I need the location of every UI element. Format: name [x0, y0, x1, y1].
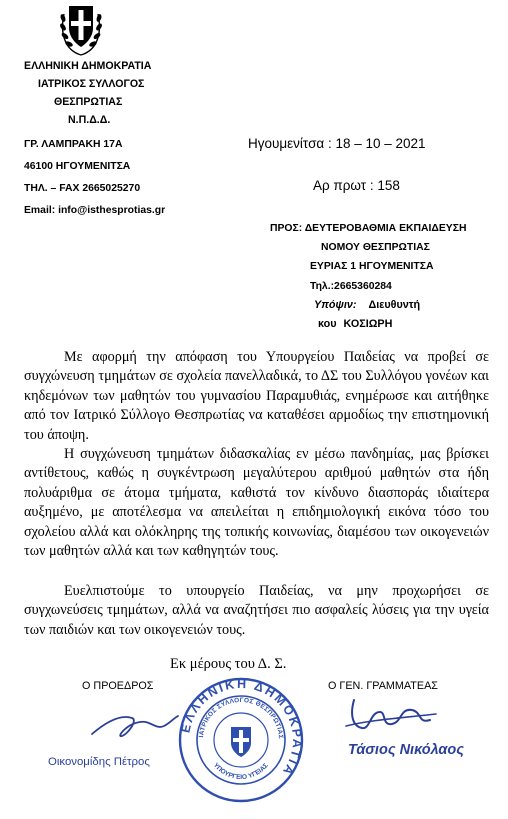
secretary-signature	[340, 690, 440, 738]
recipient-attention-name	[318, 318, 392, 330]
president-title: Ο ΠΡΟΕΔΡΟΣ	[82, 680, 154, 692]
attention-name-prefix: κου	[318, 318, 337, 330]
stamp-inner-text: ΙΑΤΡΙΚΟΣ ΣΥΛΛΟΓΟΣ ΘΕΣΠΡΩΤΙΑΣ	[198, 696, 285, 740]
document-date: Ηγουμενίτσα : 18 – 10 – 2021	[248, 136, 426, 151]
president-name: Οικονομίδης Πέτρος	[48, 756, 150, 768]
header-legal-form: Ν.Π.Δ.Δ.	[68, 114, 111, 126]
header-org: ΙΑΤΡΙΚΟΣ ΣΥΛΛΟΓΟΣ	[38, 78, 145, 90]
recipient-to: ΠΡΟΣ: ΔΕΥΤΕΡΟΒΑΘΜΙΑ ΕΚΠΑΙΔΕΥΣΗ	[270, 223, 467, 234]
email: Email: info@isthesprotias.gr	[24, 205, 166, 216]
president-signature	[86, 700, 182, 750]
address-postcode-city: 46100 ΗΓΟΥΜΕΝΙΤΣΑ	[24, 161, 131, 172]
official-stamp	[176, 675, 306, 805]
body-paragraph-2: Η συγχώνευση τμημάτων διδασκαλίας εν μέσω πανδημίας, μας βρίσκει αντίθετους, καθώς η συγκέντρωση μεγαλύτερου αριθμού μαθητών στα ήδη πολυάριθμα σε άτομα τμήματα, καθιστά τον κίνδυνο διασποράς ιδιαίτερα αυξημένο, με αποτέλεσμα να απειλείται η επιδημιολογική εικόνα τόσο του σχολείου αλλά και ολόκληρης της τοπικής κοινωνίας, διαμέσου των οικογενειών των μαθητών αλλά και των καθηγητών τους.	[24, 446, 489, 560]
header-country: ΕΛΛΗΝΙΚΗ ΔΗΜΟΚΡΑΤΙΑ	[24, 60, 152, 72]
recipient-line-2: ΝΟΜΟΥ ΘΕΣΠΡΩΤΙΑΣ	[321, 242, 430, 253]
recipient-line-3: ΕΥΡΙΑΣ 1 ΗΓΟΥΜΕΝΙΤΣΑ	[310, 261, 434, 272]
secretary-title: Ο ΓΕΝ. ΓΡΑΜΜΑΤΕΑΣ	[328, 680, 438, 692]
phone-fax: ΤΗΛ. – FAX 2665025270	[24, 183, 141, 194]
body-paragraph-1: Με αφορμή την απόφαση του Υπουργείου Παιδείας να προβεί σε συγχώνευση τμημάτων σε σχολεία πανελλαδικά, το ΔΣ του Συλλόγου γονέων και κηδεμόνων των μαθητών του γυμνασίου Παραμυθιάς, ενημέρωσε και αιτήθηκε από τον Ιατρικό Σύλλογο Θεσπρωτίας να καταθέσει αρμοδίως την επιστημονική του άποψη.	[24, 349, 489, 443]
attention-name: ΚΟΣΙΩΡΗ	[343, 318, 393, 330]
body-paragraph-3: Ευελπιστούμε το υπουργείο Παιδείας, να μην προχωρήσει σε συγχωνεύσεις τμημάτων, αλλά να αναζητήσει πιο ασφαλείς λύσεις για την υγεία των παιδιών και των οικογενειών τους.	[24, 583, 489, 638]
header-region: ΘΕΣΠΡΩΤΙΑΣ	[54, 96, 123, 108]
stamp-outer-text: ΕΛΛΗΝΙΚΗ ΔΗΜΟΚΡΑΤΙΑ	[178, 676, 305, 780]
stamp-bottom-text: ΥΠΟΥΡΓΕΙΟ ΥΓΕΙΑΣ	[211, 761, 270, 782]
attention-role: Διευθυντή	[368, 299, 421, 311]
recipient-attention	[314, 299, 420, 311]
recipient-phone: Τηλ.:2665360284	[310, 281, 392, 292]
coat-of-arms-emblem	[58, 0, 104, 58]
protocol-number: Αρ πρωτ : 158	[313, 178, 400, 193]
secretary-name: Τάσιος Νικόλαος	[348, 742, 464, 758]
address-street: ΓΡ. ΛΑΜΠΡΑΚΗ 17Α	[24, 139, 123, 150]
on-behalf-of-board: Εκ μέρους του Δ. Σ.	[170, 656, 287, 672]
attention-label: Υπόψιν:	[314, 299, 357, 311]
